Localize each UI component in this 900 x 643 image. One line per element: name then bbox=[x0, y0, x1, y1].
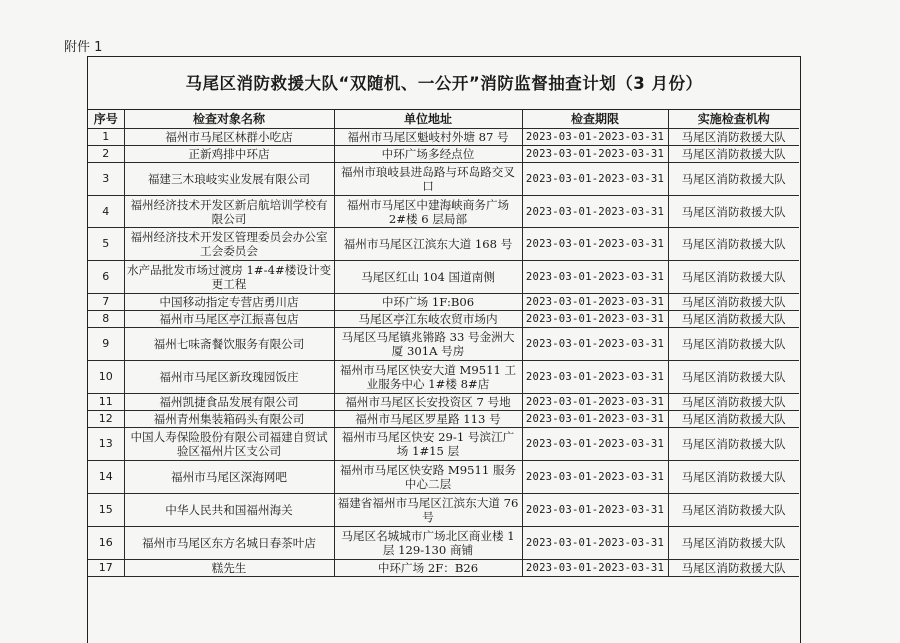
row-period: 2023-03-01-2023-03-31 bbox=[522, 195, 668, 228]
header-period: 检查期限 bbox=[522, 110, 668, 128]
row-period: 2023-03-01-2023-03-31 bbox=[522, 261, 668, 294]
row-org: 马尾区消防救援大队 bbox=[668, 559, 799, 576]
table-body bbox=[88, 128, 799, 576]
row-org: 马尾区消防救援大队 bbox=[668, 394, 799, 411]
row-target: 福州七味斋餐饮服务有限公司 bbox=[124, 328, 334, 361]
row-address: 福州市马尾区罗星路 113 号 bbox=[334, 411, 522, 428]
row-org: 马尾区消防救援大队 bbox=[668, 461, 799, 494]
header-target: 检查对象名称 bbox=[124, 110, 334, 128]
row-org: 马尾区消防救援大队 bbox=[668, 311, 799, 328]
row-no: 9 bbox=[88, 328, 124, 361]
row-no: 7 bbox=[88, 294, 124, 311]
row-org: 马尾区消防救援大队 bbox=[668, 494, 799, 527]
table-row bbox=[88, 311, 799, 328]
row-no: 1 bbox=[88, 128, 124, 145]
table-row bbox=[88, 294, 799, 311]
row-address: 福州市马尾区江滨东大道 168 号 bbox=[334, 228, 522, 261]
row-address: 福州市马尾区魁岐村外塘 87 号 bbox=[334, 128, 522, 145]
row-no: 17 bbox=[88, 559, 124, 576]
header-address: 单位地址 bbox=[334, 110, 522, 128]
table-row bbox=[88, 494, 799, 527]
table-row bbox=[88, 195, 799, 228]
row-target: 中华人民共和国福州海关 bbox=[124, 494, 334, 527]
header-no: 序号 bbox=[88, 110, 124, 128]
row-org: 马尾区消防救援大队 bbox=[668, 162, 799, 195]
row-address: 福州市马尾区中建海峡商务广场 2#楼 6 层局部 bbox=[334, 195, 522, 228]
table-row bbox=[88, 394, 799, 411]
row-period: 2023-03-01-2023-03-31 bbox=[522, 294, 668, 311]
table-row bbox=[88, 328, 799, 361]
row-target: 福州青州集装箱码头有限公司 bbox=[124, 411, 334, 428]
row-org: 马尾区消防救援大队 bbox=[668, 428, 799, 461]
row-target: 中国移动指定专营店勇川店 bbox=[124, 294, 334, 311]
row-no: 15 bbox=[88, 494, 124, 527]
row-no: 16 bbox=[88, 526, 124, 559]
row-org: 马尾区消防救援大队 bbox=[668, 228, 799, 261]
row-no: 6 bbox=[88, 261, 124, 294]
document-title: 马尾区消防救援大队“双随机、一公开”消防监督抽查计划（3 月份） bbox=[88, 57, 800, 110]
row-address: 福州市马尾区长安投资区 7 号地 bbox=[334, 394, 522, 411]
row-period: 2023-03-01-2023-03-31 bbox=[522, 162, 668, 195]
row-period: 2023-03-01-2023-03-31 bbox=[522, 526, 668, 559]
row-address: 福州市马尾区快安路 M9511 服务中心二层 bbox=[334, 461, 522, 494]
table-header-row bbox=[88, 110, 799, 128]
row-period: 2023-03-01-2023-03-31 bbox=[522, 228, 668, 261]
row-period: 2023-03-01-2023-03-31 bbox=[522, 494, 668, 527]
row-address: 马尾区名城城市广场北区商业楼 1 层 129-130 商铺 bbox=[334, 526, 522, 559]
row-no: 2 bbox=[88, 145, 124, 162]
row-address: 中环广场 2F：B26 bbox=[334, 559, 522, 576]
row-address: 马尾区亭江东岐农贸市场内 bbox=[334, 311, 522, 328]
row-no: 14 bbox=[88, 461, 124, 494]
row-target: 福州经济技术开发区新启航培训学校有限公司 bbox=[124, 195, 334, 228]
row-org: 马尾区消防救援大队 bbox=[668, 361, 799, 394]
inspection-plan-table bbox=[88, 110, 799, 577]
table-row bbox=[88, 428, 799, 461]
row-org: 马尾区消防救援大队 bbox=[668, 411, 799, 428]
row-target: 福州市马尾区东方名城日春茶叶店 bbox=[124, 526, 334, 559]
row-target: 糕先生 bbox=[124, 559, 334, 576]
row-no: 13 bbox=[88, 428, 124, 461]
header-org: 实施检查机构 bbox=[668, 110, 799, 128]
row-no: 5 bbox=[88, 228, 124, 261]
row-org: 马尾区消防救援大队 bbox=[668, 261, 799, 294]
row-target: 福州市马尾区林群小吃店 bbox=[124, 128, 334, 145]
table-row bbox=[88, 228, 799, 261]
row-no: 8 bbox=[88, 311, 124, 328]
row-no: 3 bbox=[88, 162, 124, 195]
row-target: 福州市马尾区深海网吧 bbox=[124, 461, 334, 494]
row-period: 2023-03-01-2023-03-31 bbox=[522, 428, 668, 461]
row-address: 中环广场 1F:B06 bbox=[334, 294, 522, 311]
row-address: 马尾区马尾镇兆锵路 33 号金洲大厦 301A 号房 bbox=[334, 328, 522, 361]
table-row bbox=[88, 461, 799, 494]
row-period: 2023-03-01-2023-03-31 bbox=[522, 311, 668, 328]
row-period: 2023-03-01-2023-03-31 bbox=[522, 559, 668, 576]
table-row bbox=[88, 162, 799, 195]
table-row bbox=[88, 261, 799, 294]
row-target: 福州市马尾区亭江振喜包店 bbox=[124, 311, 334, 328]
row-org: 马尾区消防救援大队 bbox=[668, 526, 799, 559]
table-row bbox=[88, 361, 799, 394]
row-period: 2023-03-01-2023-03-31 bbox=[522, 128, 668, 145]
row-no: 4 bbox=[88, 195, 124, 228]
row-period: 2023-03-01-2023-03-31 bbox=[522, 461, 668, 494]
plan-table-frame bbox=[87, 56, 801, 643]
table-row bbox=[88, 128, 799, 145]
row-org: 马尾区消防救援大队 bbox=[668, 128, 799, 145]
row-target: 水产品批发市场过渡房 1#-4#楼设计变更工程 bbox=[124, 261, 334, 294]
row-no: 10 bbox=[88, 361, 124, 394]
row-org: 马尾区消防救援大队 bbox=[668, 145, 799, 162]
table-row bbox=[88, 145, 799, 162]
row-address: 中环广场多经点位 bbox=[334, 145, 522, 162]
row-address: 福州市琅岐县进岛路与环岛路交叉口 bbox=[334, 162, 522, 195]
row-address: 马尾区红山 104 国道南侧 bbox=[334, 261, 522, 294]
table-row bbox=[88, 411, 799, 428]
row-target: 福州市马尾区新玫瑰园饭庄 bbox=[124, 361, 334, 394]
row-period: 2023-03-01-2023-03-31 bbox=[522, 394, 668, 411]
row-address: 福建省福州市马尾区江滨东大道 76 号 bbox=[334, 494, 522, 527]
row-no: 11 bbox=[88, 394, 124, 411]
table-row bbox=[88, 526, 799, 559]
row-target: 福州经济技术开发区管理委员会办公室工会委员会 bbox=[124, 228, 334, 261]
table-row bbox=[88, 559, 799, 576]
row-address: 福州市马尾区快安 29-1 号滨江广场 1#15 层 bbox=[334, 428, 522, 461]
row-period: 2023-03-01-2023-03-31 bbox=[522, 411, 668, 428]
row-target: 福建三木琅岐实业发展有限公司 bbox=[124, 162, 334, 195]
row-org: 马尾区消防救援大队 bbox=[668, 294, 799, 311]
row-org: 马尾区消防救援大队 bbox=[668, 195, 799, 228]
attachment-label: 附件 1 bbox=[64, 40, 103, 55]
row-address: 福州市马尾区快安大道 M9511 工业服务中心 1#楼 8#店 bbox=[334, 361, 522, 394]
row-target: 正新鸡排中环店 bbox=[124, 145, 334, 162]
row-target: 福州凯捷食品发展有限公司 bbox=[124, 394, 334, 411]
row-no: 12 bbox=[88, 411, 124, 428]
row-period: 2023-03-01-2023-03-31 bbox=[522, 328, 668, 361]
row-target: 中国人寿保险股份有限公司福建自贸试验区福州片区支公司 bbox=[124, 428, 334, 461]
row-period: 2023-03-01-2023-03-31 bbox=[522, 145, 668, 162]
row-org: 马尾区消防救援大队 bbox=[668, 328, 799, 361]
row-period: 2023-03-01-2023-03-31 bbox=[522, 361, 668, 394]
